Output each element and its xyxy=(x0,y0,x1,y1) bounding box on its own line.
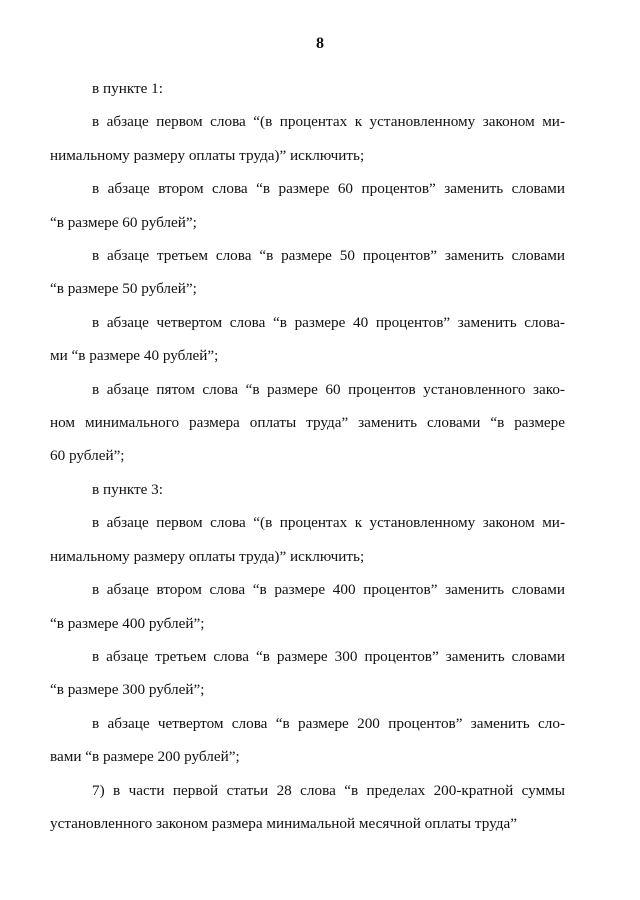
text-line: нимальному размеру оплаты труда)” исключить; xyxy=(50,146,365,164)
text-line: “в размере 300 рублей”; xyxy=(50,681,205,699)
paragraph xyxy=(50,172,565,239)
text-line: “в размере 60 рублей”; xyxy=(50,213,197,231)
text-line: ном минимального размера оплаты труда” заменить словами “в размере xyxy=(50,414,565,432)
text-line: ми “в размере 40 рублей”; xyxy=(50,347,219,365)
paragraph xyxy=(50,573,565,640)
text-line: “в размере 50 рублей”; xyxy=(50,280,197,298)
text-line: в пункте 3: xyxy=(92,480,163,498)
paragraph xyxy=(50,105,565,172)
text-line: нимальному размеру оплаты труда)” исключить; xyxy=(50,547,365,565)
paragraph xyxy=(50,239,565,306)
text-line: в абзаце первом слова “(в процентах к установленному законом ми- xyxy=(92,113,565,131)
paragraph xyxy=(50,506,565,573)
text-line: в абзаце четвертом слова “в размере 200 процентов” заменить сло- xyxy=(92,714,565,732)
text-line: в абзаце третьем слова “в размере 300 процентов” заменить словами xyxy=(92,647,565,665)
text-line: вами “в размере 200 рублей”; xyxy=(50,748,240,766)
text-line: в абзаце втором слова “в размере 400 процентов” заменить словами xyxy=(92,581,565,599)
text-line: в пункте 1: xyxy=(92,80,163,97)
text-line: в абзаце третьем слова “в размере 50 процентов” заменить словами xyxy=(92,247,565,265)
page-number: 8 xyxy=(316,35,324,52)
paragraph xyxy=(50,774,565,841)
paragraph xyxy=(50,707,565,774)
paragraph xyxy=(50,473,565,506)
text-line: 7) в части первой статьи 28 слова “в пределах 200-кратной суммы xyxy=(92,781,565,799)
document-body xyxy=(50,72,565,840)
text-line: в абзаце четвертом слова “в размере 40 процентов” заменить слова- xyxy=(92,313,565,331)
text-line: в абзаце первом слова “(в процентах к установленному законом ми- xyxy=(92,514,565,532)
paragraph xyxy=(50,640,565,707)
text-line: “в размере 400 рублей”; xyxy=(50,614,205,632)
paragraph xyxy=(50,306,565,373)
text-line: 60 рублей”; xyxy=(50,447,125,465)
text-line: в абзаце втором слова “в размере 60 процентов” заменить словами xyxy=(92,180,565,198)
text-line: в абзаце пятом слова “в размере 60 процентов установленного зако- xyxy=(92,380,565,398)
paragraph xyxy=(50,72,565,105)
text-line: установленного законом размера минимальной месячной оплаты труда” xyxy=(50,814,517,832)
paragraph xyxy=(50,373,565,473)
